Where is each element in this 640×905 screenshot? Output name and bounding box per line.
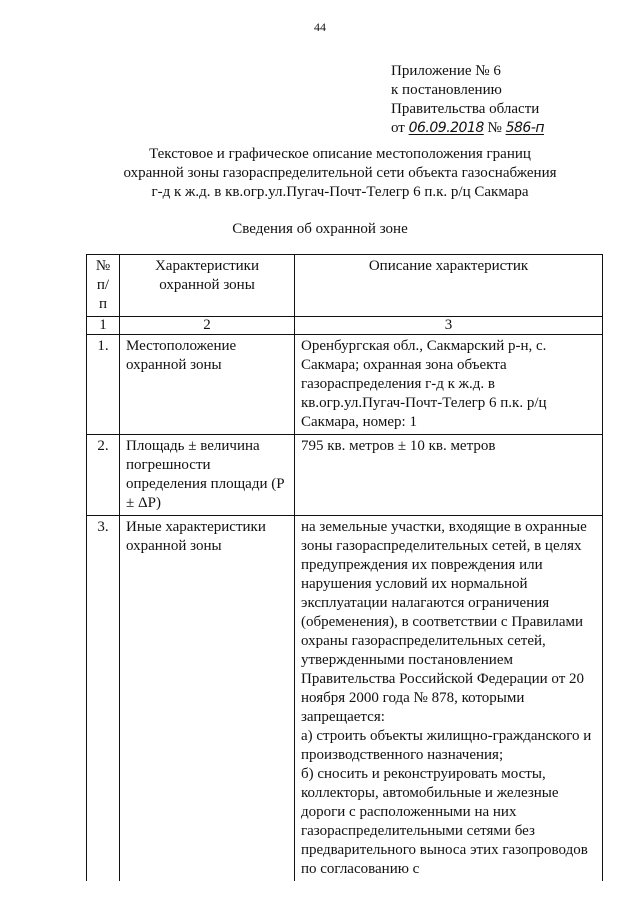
handwritten-number: 586-п [505, 120, 545, 136]
column-number: 1 [87, 317, 120, 335]
column-number-row [87, 317, 603, 335]
table-row [87, 435, 603, 516]
protection-zone-table [86, 254, 603, 881]
handwritten-date: 06.09.2018 [408, 120, 484, 136]
restriction-intro: на земельные участки, входящие в охранные зоны газораспределительных сетей, в целях предупреждения их повреждения или нарушения условий их нормальной эксплуатации налагаются ограничения (обременения), в соответствии с Правилами охраны газораспределительных сетей, утвержденными постановлением Правительства Российской Федерации от 20 ноября 2000 года № 878, которыми запрещается: [301, 519, 587, 725]
table-row [87, 335, 603, 435]
document-title [60, 145, 620, 202]
header-characteristics: Характеристики охранной зоны [120, 255, 295, 317]
restriction-item-b: б) сносить и реконструировать мосты, коллекторы, автомобильные и железные дороги с расположенными на них газораспределительными сетями без предварительного выноса этих газопроводов по согласованию с [301, 766, 588, 877]
header-description: Описание характеристик [295, 255, 603, 317]
column-number: 2 [120, 317, 295, 335]
section-title: Сведения об охранной зоне [232, 221, 408, 237]
appendix-date-line [391, 119, 544, 138]
row-name: Местоположение охранной зоны [120, 335, 295, 435]
number-prefix: № [487, 120, 502, 136]
appendix-line-2: к постановлению [391, 82, 502, 98]
appendix-line-1: Приложение № 6 [391, 63, 501, 79]
date-prefix: от [391, 120, 405, 136]
row-description [295, 516, 603, 882]
row-name: Площадь ± величина погрешности определения площади (P ± ΔP) [120, 435, 295, 516]
row-description: 795 кв. метров ± 10 кв. метров [295, 435, 603, 516]
appendix-line-3: Правительства области [391, 101, 540, 117]
appendix-block [391, 62, 544, 138]
title-line-3: г-д к ж.д. в кв.огр.ул.Пугач-Почт-Телегр 6 п.к. р/ц Сакмара [151, 184, 529, 200]
table-row [87, 516, 603, 882]
restriction-item-a: а) строить объекты жилищно-гражданского и производственного назначения; [301, 728, 592, 763]
row-name: Иные характеристики охранной зоны [120, 516, 295, 882]
row-number: 2. [87, 435, 120, 516]
column-number: 3 [295, 317, 603, 335]
row-description: Оренбургская обл., Сакмарский р-н, с. Сакмара; охранная зона объекта газораспределения г-д к ж.д. в кв.огр.ул.Пугач-Почт-Телегр 6 п.к. р/ц Сакмара, номер: 1 [295, 335, 603, 435]
row-number: 3. [87, 516, 120, 882]
title-line-2: охранной зоны газораспределительной сети объекта газоснабжения [123, 165, 557, 181]
page-number: 44 [314, 20, 326, 34]
row-number: 1. [87, 335, 120, 435]
header-number: № п/п [87, 255, 120, 317]
table-header-row [87, 255, 603, 317]
title-line-1: Текстовое и графическое описание местоположения границ [149, 146, 531, 162]
